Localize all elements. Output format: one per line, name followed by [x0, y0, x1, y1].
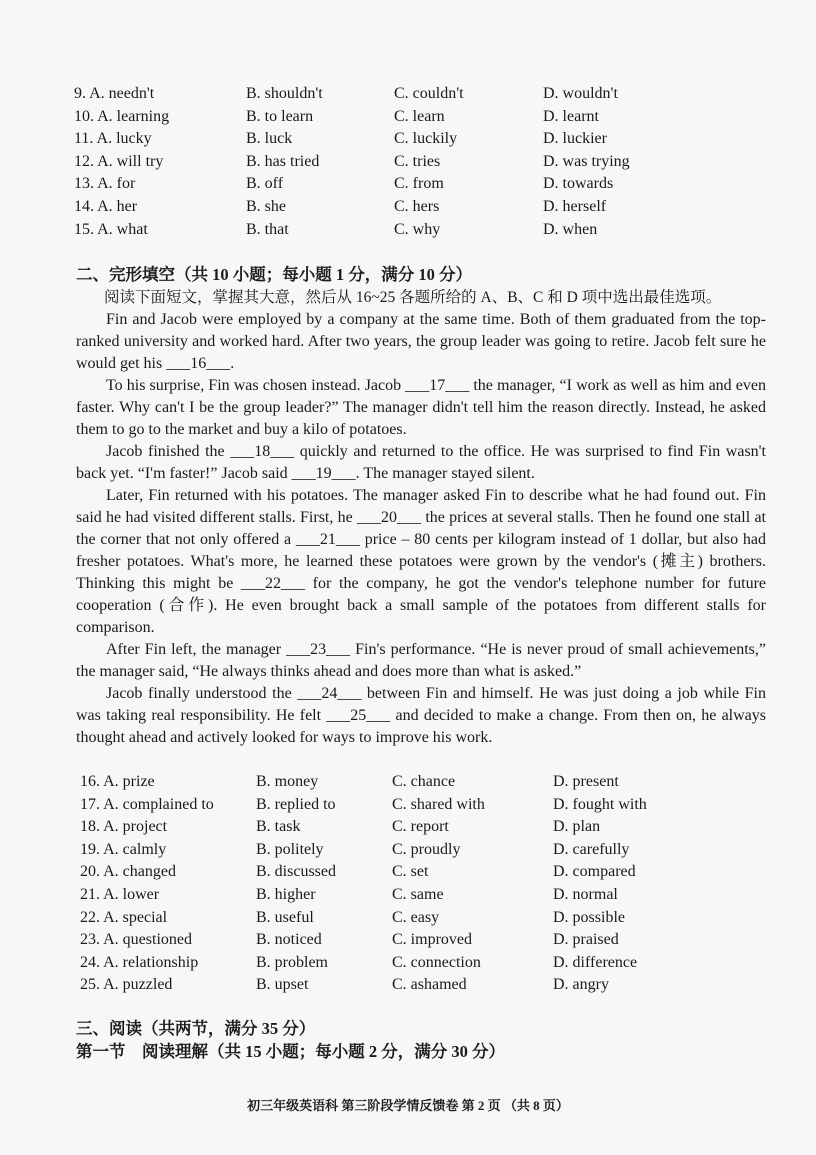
option-a: 24. A. relationship — [80, 953, 199, 971]
option-b: B. useful — [256, 908, 314, 926]
option-b: B. luck — [246, 130, 293, 148]
option-b: B. politely — [256, 840, 324, 858]
option-c: C. report — [392, 818, 449, 836]
option-c: C. connection — [392, 953, 481, 971]
option-c: C. tries — [394, 152, 441, 170]
option-d: D. difference — [553, 953, 638, 971]
page-footer: 初三年级英语科 第三阶段学情反馈卷 第 2 页 （共 8 页） — [247, 1098, 569, 1113]
passage-paragraph: To his surprise, Fin was chosen instead. Jacob ___17___ the manager, “I work as well as him and even faster. Why can't I be the group leader?” The manager didn't tell him the reason directly. Instead, he asked them to go to the market and buy a kilo of potatoes. — [76, 377, 766, 438]
option-c: C. set — [392, 863, 429, 881]
option-d: D. wouldn't — [543, 85, 618, 102]
option-c: C. shared with — [392, 795, 485, 813]
option-row — [0, 839, 816, 861]
option-row — [0, 128, 816, 150]
option-a: 12. A. will try — [74, 152, 164, 170]
option-d: D. present — [553, 773, 619, 790]
option-row — [0, 794, 816, 816]
option-a: 21. A. lower — [80, 886, 160, 903]
option-d: D. carefully — [553, 840, 630, 858]
option-a: 14. A. her — [74, 198, 138, 215]
option-b: B. money — [256, 773, 319, 790]
option-row — [0, 929, 816, 951]
option-c: C. learn — [394, 107, 445, 125]
option-a: 20. A. changed — [80, 863, 176, 881]
option-d: D. normal — [553, 886, 618, 903]
option-c: C. couldn't — [394, 85, 464, 102]
option-a: 18. A. project — [80, 818, 168, 836]
option-a: 25. A. puzzled — [80, 976, 173, 994]
option-a: 9. A. needn't — [74, 85, 155, 102]
option-b: B. upset — [256, 976, 309, 994]
option-c: C. why — [394, 220, 441, 238]
option-c: C. luckily — [394, 130, 458, 148]
option-c: C. ashamed — [392, 976, 467, 994]
option-row — [0, 974, 816, 996]
option-c: C. chance — [392, 773, 456, 790]
option-a: 17. A. complained to — [80, 795, 214, 813]
option-a: 22. A. special — [80, 908, 168, 926]
option-row — [0, 907, 816, 929]
option-a: 11. A. lucky — [74, 130, 152, 148]
option-b: B. shouldn't — [246, 85, 323, 102]
option-a: 15. A. what — [74, 220, 148, 238]
option-row — [0, 83, 816, 105]
option-d: D. fought with — [553, 795, 647, 813]
option-d: D. plan — [553, 818, 601, 836]
option-b: B. higher — [256, 886, 316, 903]
option-d: D. towards — [543, 175, 614, 193]
option-c: C. improved — [392, 931, 472, 949]
passage-paragraph: Later, Fin returned with his potatoes. The manager asked Fin to describe what he had found out. Fin said he had visited different stalls. First, he ___20___ the prices at several stalls. Then he found one stall at the corner that not only offered a ___21___ price – 80 cents per kilogram instead of 1 dollar, but also had fresher potatoes. What's more, he learned these potatoes were grown by the vendor's (摊主) brothers. Thinking this might be ___22___ for the company, he got the vendor's telephone number for future cooperation (合作). He even brought back a small sample of the potatoes from different stalls for comparison. — [76, 487, 766, 636]
option-row — [0, 173, 816, 195]
option-d: D. herself — [543, 198, 607, 215]
option-d: D. praised — [553, 931, 619, 949]
option-d: D. learnt — [543, 107, 599, 125]
option-b: B. problem — [256, 953, 328, 971]
section-2-title: 二、完形填空（共 10 小题；每小题 1 分，满分 10 分） — [76, 265, 472, 284]
option-a: 10. A. learning — [74, 107, 170, 125]
section-3-title: 三、阅读（共两节，满分 35 分） — [76, 1019, 316, 1038]
option-row — [0, 861, 816, 883]
option-row — [0, 106, 816, 128]
option-b: B. she — [246, 198, 286, 215]
option-d: D. luckier — [543, 130, 607, 148]
option-b: B. discussed — [256, 863, 336, 881]
option-row — [0, 816, 816, 838]
cloze-passage — [76, 309, 766, 749]
option-a: 16. A. prize — [80, 773, 155, 790]
option-c: C. from — [394, 175, 444, 193]
option-row — [0, 771, 816, 793]
option-a: 13. A. for — [74, 175, 136, 193]
option-d: D. compared — [553, 863, 636, 881]
option-row — [0, 952, 816, 974]
option-c: C. same — [392, 886, 444, 903]
option-d: D. possible — [553, 908, 625, 926]
passage-paragraph: After Fin left, the manager ___23___ Fin's performance. “He is never proud of small achievements,” the manager said, “He always thinks ahead and does more than what is asked.” — [76, 641, 766, 680]
passage-paragraph: Jacob finally understood the ___24___ between Fin and himself. He was just doing a job while Fin was taking real responsibility. He felt ___25___ and decided to make a change. From then on, he always thought ahead and actively looked for ways to improve his work. — [76, 685, 766, 746]
option-b: B. to learn — [246, 107, 314, 125]
section-3-subtitle: 第一节 阅读理解（共 15 小题；每小题 2 分，满分 30 分） — [76, 1042, 505, 1061]
option-row — [0, 884, 816, 906]
option-row — [0, 151, 816, 173]
option-row — [0, 219, 816, 241]
option-b: B. off — [246, 175, 284, 193]
option-d: D. was trying — [543, 152, 630, 170]
passage-paragraph: Fin and Jacob were employed by a company at the same time. Both of them graduated from the top-ranked university and worked hard. After two years, the group leader was going to retire. Jacob felt sure he would get his ___16___. — [76, 311, 766, 372]
option-d: D. angry — [553, 976, 609, 994]
option-row — [0, 196, 816, 218]
option-a: 23. A. questioned — [80, 931, 192, 949]
option-b: B. replied to — [256, 795, 336, 813]
option-b: B. noticed — [256, 931, 322, 949]
option-a: 19. A. calmly — [80, 840, 167, 858]
option-c: C. easy — [392, 908, 440, 926]
option-c: C. proudly — [392, 840, 461, 858]
option-b: B. task — [256, 818, 301, 836]
option-c: C. hers — [394, 198, 440, 215]
option-b: B. has tried — [246, 152, 320, 170]
option-d: D. when — [543, 220, 598, 238]
passage-paragraph: Jacob finished the ___18___ quickly and returned to the office. He was surprised to find Fin wasn't back yet. “I'm faster!” Jacob said ___19___. The manager stayed silent. — [76, 443, 766, 482]
section-2-instruction: 阅读下面短文，掌握其大意，然后从 16~25 各题所给的 A、B、C 和 D 项中选出最佳选项。 — [104, 289, 722, 306]
option-b: B. that — [246, 220, 289, 238]
